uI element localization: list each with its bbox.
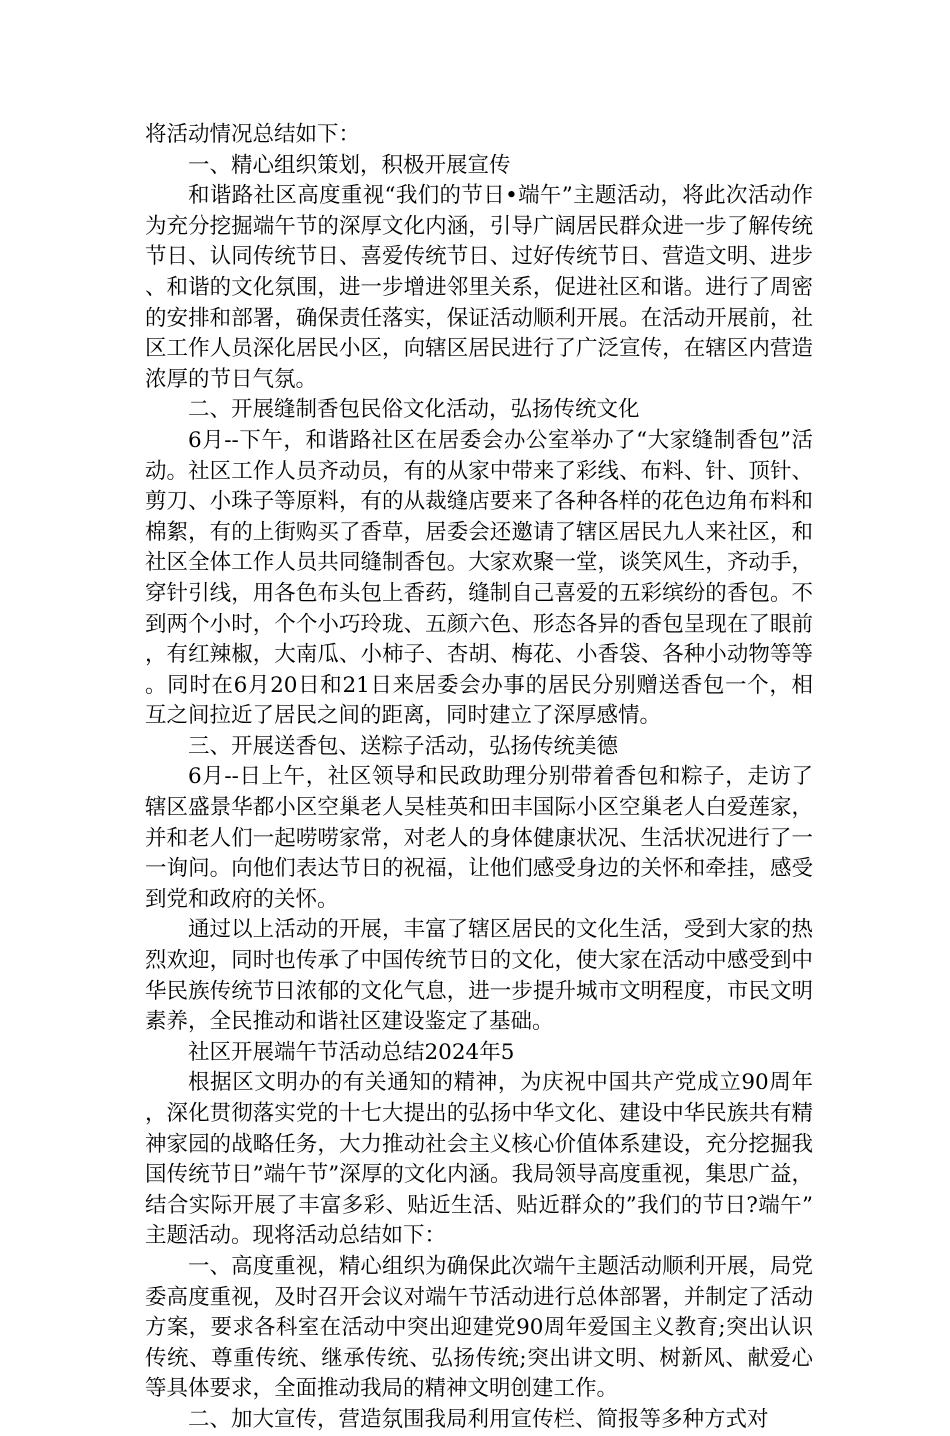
paragraph-section-1: 和谐路社区高度重视“我们的节日•端午”主题活动，将此次活动作为充分挖掘端午节的深厚文化内涵，引导广阔居民群众进一步了解传统节日、认同传统节日、喜爱传统节日、过好传统节日、营造文明、进步、和谐的文化氛围，进一步增进邻里关系，促进社区和谐。进行了周密的安排和部署，确保责任落实，保证活动顺利开展。在活动开展前，社区工作人员深化居民小区，向辖区居民进行了广泛宣传，在辖区内营造浓厚的节日气氛。 <box>145 183 813 392</box>
article-title-2: 社区开展端午节活动总结2024年5 <box>188 1039 515 1065</box>
section-heading-3: 三、开展送香包、送粽子活动，弘扬传统美德 <box>188 733 619 759</box>
section-heading-1: 一、精心组织策划，积极开展宣传 <box>188 152 511 178</box>
document-body <box>145 120 813 1436</box>
paragraph-section-2: 6月--下午，和谐路社区在居委会办公室举办了“大家缝制香包”活动。社区工作人员齐动员，有的从家中带来了彩线、布料、针、顶针、剪刀、小珠子等原料，有的从裁缝店要来了各种各样的花色边角布料和棉絮，有的上街购买了香草，居委会还邀请了辖区居民九人来社区，和社区全体工作人员共同缝制香包。大家欢聚一堂，谈笑风生，齐动手，穿针引线，用各色布头包上香药，缝制自己喜爱的五彩缤纷的香包。不到两个小时，个个小巧玲珑、五颜六色、形态各异的香包呈现在了眼前，有红辣椒，大南瓜、小柿子、杏胡、梅花、小香袋、各种小动物等等。同时在6月20日和21日来居委会办事的居民分别赠送香包一个，相互之间拉近了居民之间的距离，同时建立了深厚感情。 <box>145 427 813 729</box>
paragraph-conclusion: 通过以上活动的开展，丰富了辖区居民的文化生活，受到大家的热烈欢迎，同时也传承了中国传统节日的文化，使大家在活动中感受到中华民族传统节日浓郁的文化气息，进一步提升城市文明程度，市民文明素养，全民推动和谐社区建设鉴定了基础。 <box>145 917 813 1035</box>
section-heading-2: 二、开展缝制香包民俗文化活动，弘扬传统文化 <box>188 397 640 423</box>
paragraph-article-2-section-2: 二、加大宣传，营造氛围我局利用宣传栏、简报等多种方式对 <box>188 1406 769 1432</box>
paragraph-section-3: 6月--日上午，社区领导和民政助理分别带着香包和粽子，走访了辖区盛景华都小区空巢老人吴桂英和田丰国际小区空巢老人白爱莲家，并和老人们一起唠唠家常，对老人的身体健康状况、生活状况进行了一一询问。向他们表达节日的祝福，让他们感受身边的关怀和牵挂，感受到党和政府的关怀。 <box>145 764 813 912</box>
paragraph-article-2-section-1: 一、高度重视，精心组织为确保此次端午主题活动顺利开展，局党委高度重视，及时召开会议对端午节活动进行总体部署，并制定了活动方案，要求各科室在活动中突出迎建党90周年爱国主义教育;突出认识传统、尊重传统、继承传统、弘扬传统;突出讲文明、树新风、献爱心等具体要求，全面推动我局的精神文明创建工作。 <box>145 1253 813 1402</box>
paragraph-intro: 将活动情况总结如下： <box>145 122 361 147</box>
paragraph-article-2-intro: 根据区文明办的有关通知的精神，为庆祝中国共产党成立90周年，深化贯彻落实党的十七大提出的弘扬中华文化、建设中华民族共有精神家园的战略任务，大力推动社会主义核心价值体系建设，充分挖掘我国传统节日”端午节”深厚的文化内涵。我局领导高度重视，集思广益，结合实际开展了丰富多彩、贴近生活、贴近群众的”我们的节日?端午”主题活动。现将活动总结如下： <box>145 1070 813 1249</box>
